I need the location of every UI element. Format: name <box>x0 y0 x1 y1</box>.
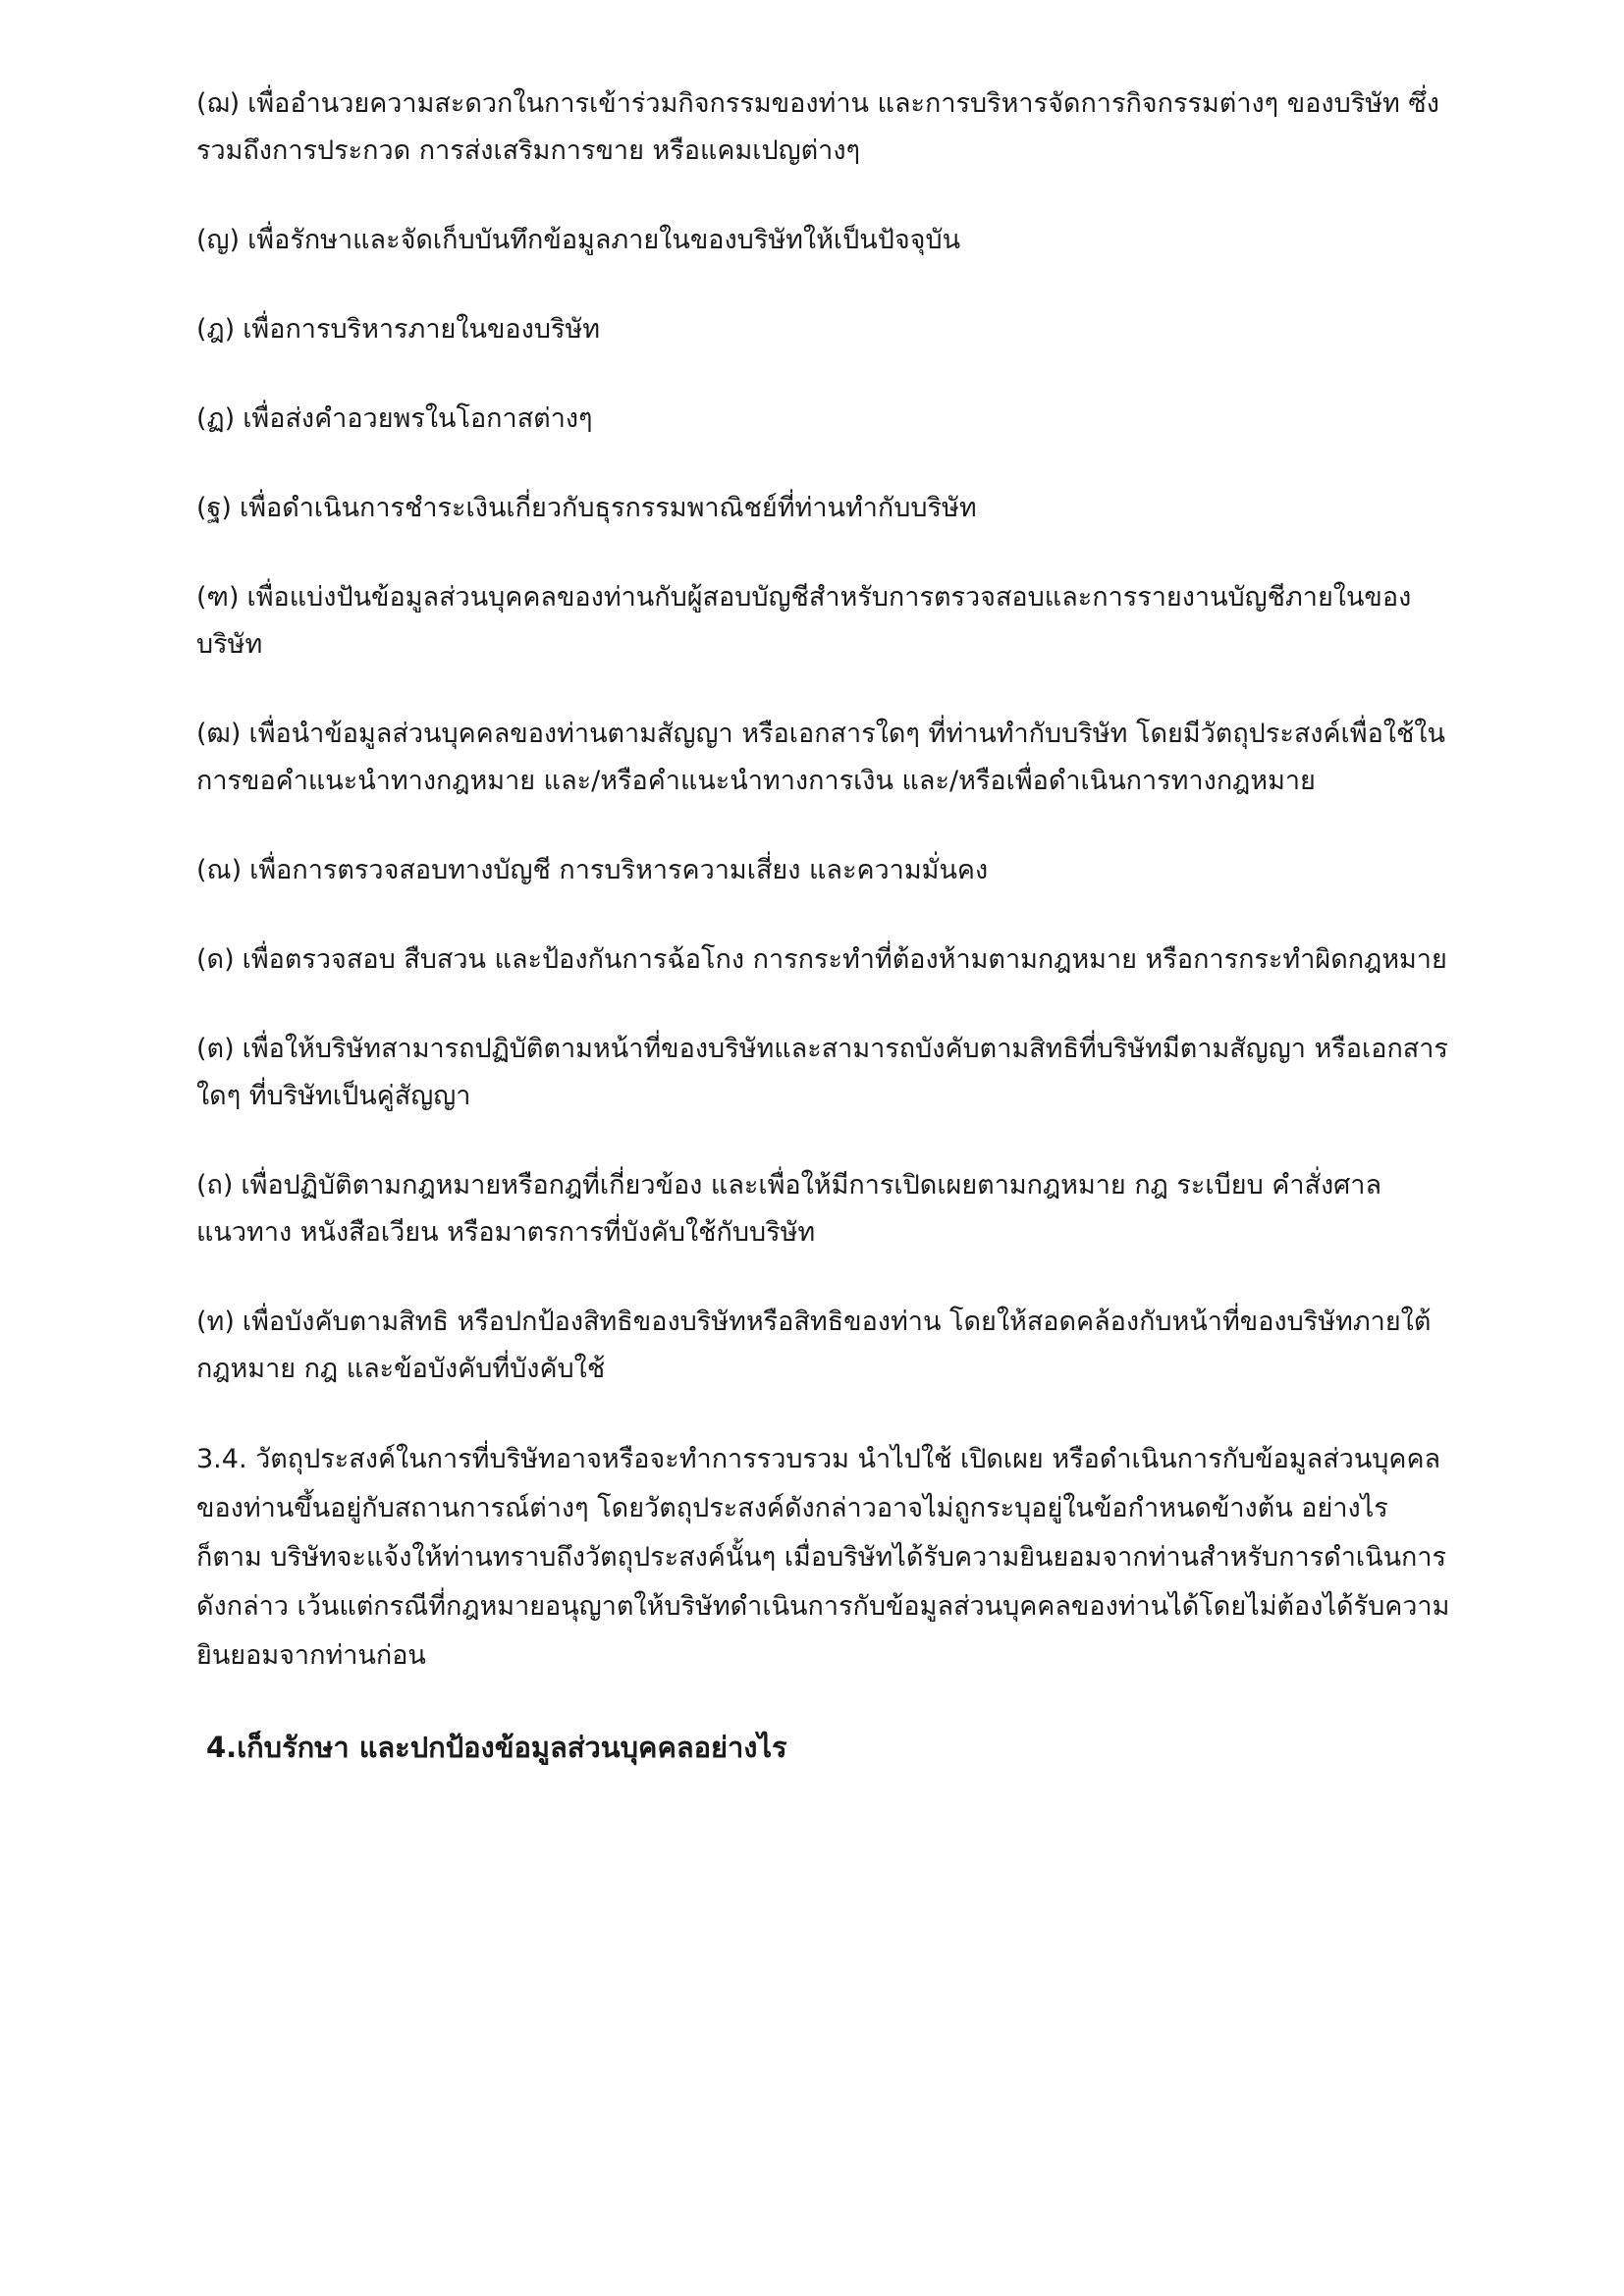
item-label: (ถ) <box>196 1170 234 1201</box>
list-item <box>196 1299 1453 1393</box>
item-label: (ฎ) <box>196 314 236 345</box>
item-text: เพื่อตรวจสอบ สืบสวน และป้องกันการฉ้อโกง การกระทำที่ต้องห้ามตามกฎหมาย หรือการกระทำผิดกฎหมาย <box>242 944 1447 975</box>
list-item <box>196 847 1453 894</box>
list-item <box>196 396 1453 443</box>
item-label: (ต) <box>196 1034 235 1064</box>
item-text: เพื่อดำเนินการชำระเงินเกี่ยวกับธุรกรรมพาณิชย์ที่ท่านทำกับบริษัท <box>239 493 977 523</box>
list-item <box>196 485 1453 532</box>
item-text: เพื่อส่งคำอวยพรในโอกาสต่างๆ <box>243 403 593 434</box>
item-text: เพื่ออำนวยความสะดวกในการเข้าร่วมกิจกรรมของท่าน และการบริหารจัดการกิจกรรมต่างๆ ของบริษัท ซึ่งรวมถึงการประกวด การส่งเสริมการขาย หรือแคมเปญต่างๆ <box>196 88 1439 166</box>
item-label: (ฐ) <box>196 493 232 523</box>
list-item <box>196 574 1453 668</box>
item-label: (ฑ) <box>196 582 240 613</box>
item-text: เพื่อนำข้อมูลส่วนบุคคลของท่านตามสัญญา หรือเอกสารใดๆ ที่ท่านทำกับบริษัท โดยมีวัตถุประสงค์เพื่อใช้ในการขอคำแนะนำทางกฎหมาย และ/หรือคำแนะนำทางการเงิน และ/หรือเพื่อดำเนินการทางกฎหมาย <box>196 719 1445 796</box>
list-item <box>196 711 1453 805</box>
list-item <box>196 306 1453 353</box>
document-page <box>196 80 1453 1772</box>
list-item <box>196 1162 1453 1256</box>
item-label: (ด) <box>196 944 235 975</box>
section-4-heading: 4.เก็บรักษา และปกป้องข้อมูลส่วนบุคคลอย่างไร <box>206 1731 787 1764</box>
item-label: (ณ) <box>196 855 243 885</box>
list-item <box>196 217 1453 264</box>
list-item <box>196 80 1453 175</box>
section-3-4-paragraph: 3.4. วัตถุประสงค์ในการที่บริษัทอาจหรือจะทำการรวบรวม นำไปใช้ เปิดเผย หรือดำเนินการกับข้อมูลส่วนบุคคลของท่านขึ้นอยู่กับสถานการณ์ต่างๆ โดยวัตถุประสงค์ดังกล่าวอาจไม่ถูกระบุอยู่ในข้อกำหนดข้างต้น อย่างไรก็ตาม บริษัทจะแจ้งให้ท่านทราบถึงวัตถุประสงค์นั้นๆ เมื่อบริษัทได้รับความยินยอมจากท่านสำหรับการดำเนินการดังกล่าว เว้นแต่กรณีที่กฎหมายอนุญาตให้บริษัทดำเนินการกับข้อมูลส่วนบุคคลของท่านได้โดยไม่ต้องได้รับความยินยอมจากท่านก่อน <box>196 1444 1450 1671</box>
list-item <box>196 936 1453 984</box>
item-label: (ท) <box>196 1307 235 1337</box>
item-text: เพื่อบังคับตามสิทธิ หรือปกป้องสิทธิของบริษัทหรือสิทธิของท่าน โดยให้สอดคล้องกับหน้าที่ของบริษัทภายใต้กฎหมาย กฎ และข้อบังคับที่บังคับใช้ <box>196 1307 1432 1384</box>
item-text: เพื่อแบ่งปันข้อมูลส่วนบุคคลของท่านกับผู้สอบบัญชีสำหรับการตรวจสอบและการรายงานบัญชีภายในของบริษัท <box>196 582 1412 660</box>
item-text: เพื่อการตรวจสอบทางบัญชี การบริหารความเสี่ยง และความมั่นคง <box>249 855 989 885</box>
item-text: เพื่อให้บริษัทสามารถปฏิบัติตามหน้าที่ของบริษัทและสามารถบังคับตามสิทธิที่บริษัทมีตามสัญญา หรือเอกสารใดๆ ที่บริษัทเป็นคู่สัญญา <box>196 1034 1448 1111</box>
item-label: (ญ) <box>196 225 241 255</box>
item-text: เพื่อปฏิบัติตามกฎหมายหรือกฎที่เกี่ยวข้อง และเพื่อให้มีการเปิดเผยตามกฎหมาย กฎ ระเบียบ คำสั่งศาล แนวทาง หนังสือเวียน หรือมาตรการที่บังคับใช้กับบริษัท <box>196 1170 1382 1248</box>
item-label: (ฌ) <box>196 88 241 119</box>
list-item <box>196 1026 1453 1120</box>
item-text: เพื่อรักษาและจัดเก็บบันทึกข้อมูลภายในของบริษัทให้เป็นปัจจุบัน <box>247 225 961 255</box>
item-label: (ฒ) <box>196 719 242 749</box>
item-text: เพื่อการบริหารภายในของบริษัท <box>243 314 601 345</box>
item-label: (ฏ) <box>196 403 236 434</box>
